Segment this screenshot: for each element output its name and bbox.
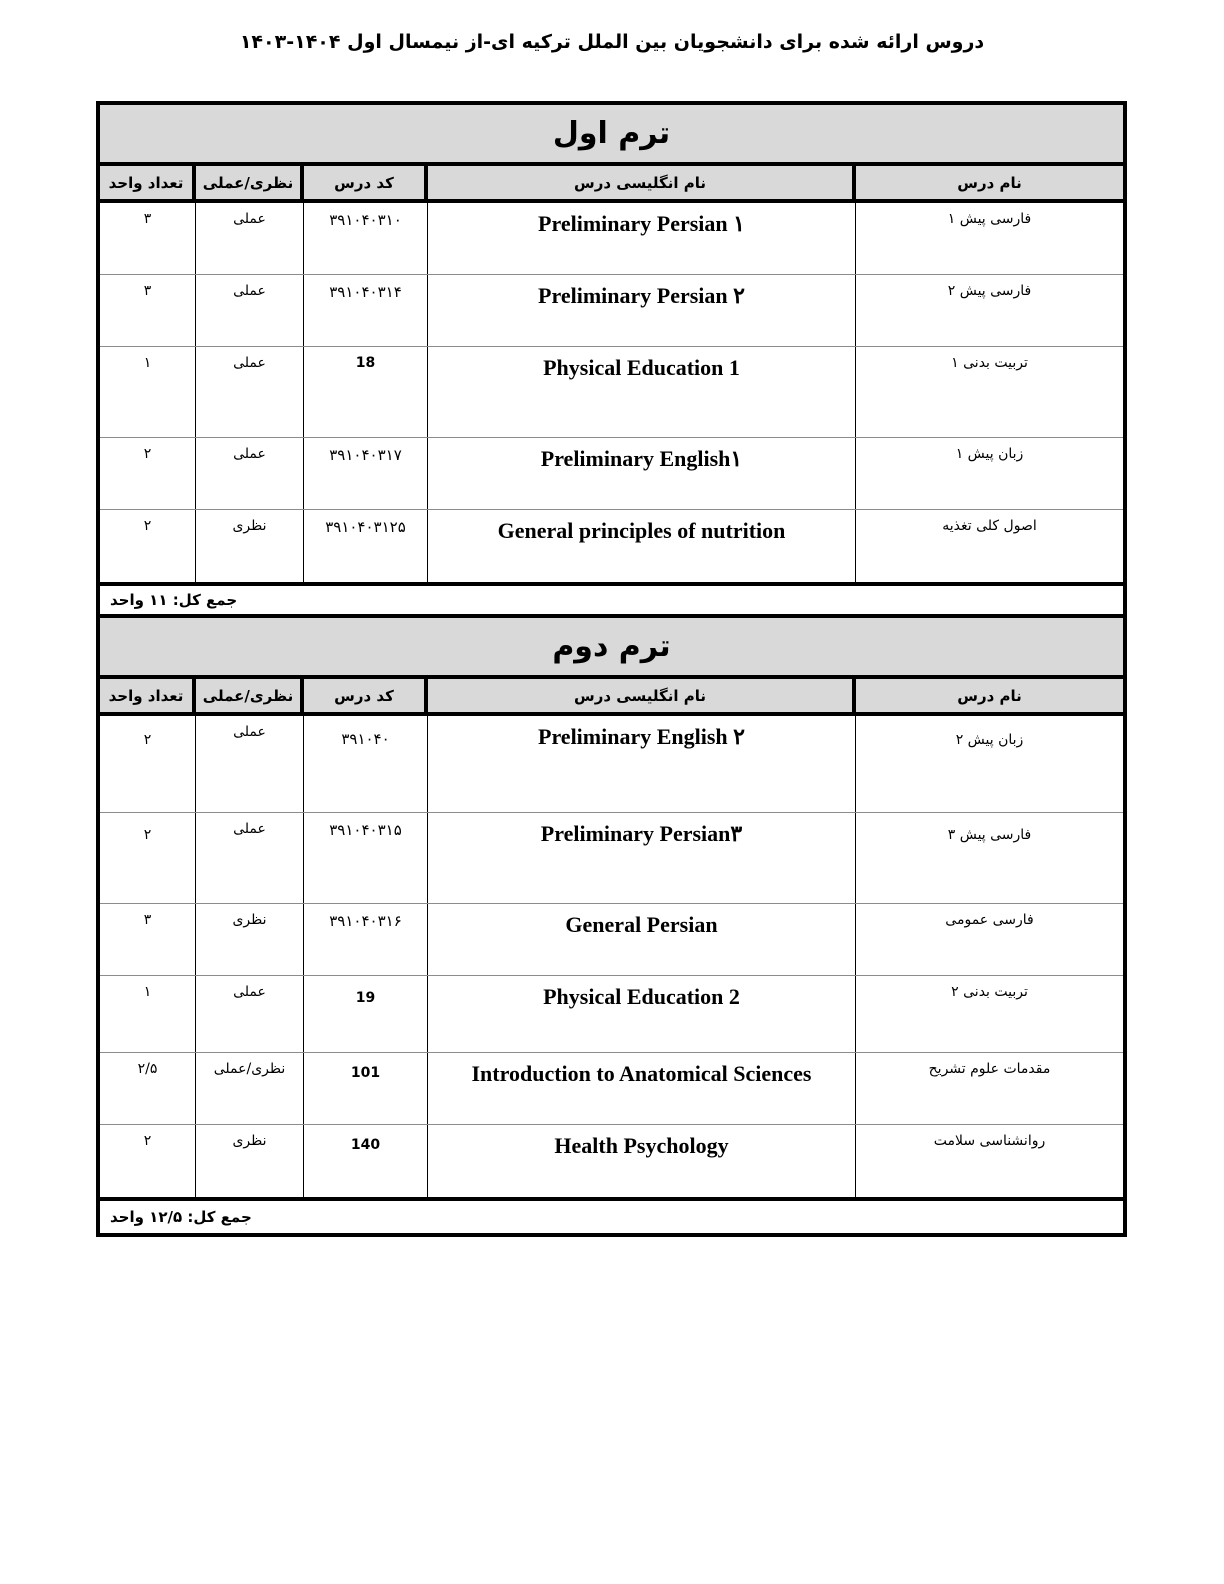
english-name-cell: Preliminary Persian ۱ (428, 203, 856, 274)
term-2-header-row (100, 679, 1123, 716)
code-cell: ۳۹۱۰۴۰۳۱۲۵ (304, 510, 428, 582)
type-cell: نظری (196, 1125, 304, 1197)
term-1-title: ترم اول (100, 105, 1123, 166)
term-1-total (100, 582, 1123, 618)
units-cell: ۱ (100, 976, 196, 1052)
table-row (100, 1125, 1123, 1197)
term-2-section (100, 618, 1123, 1233)
term-1-total-text: جمع کل: ۱۱ واحد (110, 591, 238, 609)
code-cell: ۳۹۱۰۴۰۳۱۵ (304, 813, 428, 903)
table-row (100, 347, 1123, 438)
term-1-header-row (100, 166, 1123, 203)
english-name-cell: Preliminary English ۲ (428, 716, 856, 812)
code-cell: 18 (304, 347, 428, 437)
persian-name-cell: اصول کلی تغذیه (942, 518, 1037, 534)
english-name-cell: Physical Education 2 (428, 976, 856, 1052)
header-persian-name: نام درس (957, 173, 1022, 192)
table-row (100, 203, 1123, 275)
header-code: کد درس (304, 679, 428, 712)
english-name-cell: Preliminary Persian ۲ (428, 275, 856, 346)
persian-name-cell: زبان پیش ۲ (955, 732, 1024, 748)
code-cell: ۳۹۱۰۴۰۳۱۷ (304, 438, 428, 509)
persian-name-cell: زبان پیش ۱ (955, 446, 1024, 462)
code-cell: 19 (304, 976, 428, 1052)
header-units: تعداد واحد (100, 166, 196, 199)
header-persian-name: نام درس (957, 686, 1022, 705)
code-cell: ۳۹۱۰۴۰۳۱۰ (304, 203, 428, 274)
english-name-cell: Physical Education 1 (428, 347, 856, 437)
english-name-cell: Health Psychology (428, 1125, 856, 1197)
term-2-total (100, 1197, 1123, 1233)
persian-name-cell: فارسی پیش ۱ (947, 211, 1032, 227)
table-row (100, 976, 1123, 1053)
units-cell: ۲ (100, 716, 196, 812)
header-type: نظری/عملی (196, 166, 304, 199)
type-cell: عملی (196, 716, 304, 812)
persian-name-cell: فارسی پیش ۳ (947, 827, 1032, 843)
type-cell: عملی (196, 347, 304, 437)
persian-name-cell: فارسی عمومی (945, 912, 1034, 928)
type-cell: عملی (196, 438, 304, 509)
table-row (100, 275, 1123, 347)
type-cell: عملی (196, 813, 304, 903)
persian-name-cell: مقدمات علوم تشریح (928, 1061, 1051, 1077)
header-english-name: نام انگلیسی درس (428, 679, 856, 712)
type-cell: نظری/عملی (196, 1053, 304, 1124)
table-row (100, 716, 1123, 813)
table-row (100, 1053, 1123, 1125)
type-cell: نظری (196, 904, 304, 975)
persian-name-cell: روانشناسی سلامت (933, 1133, 1046, 1149)
code-cell: 101 (304, 1053, 428, 1124)
units-cell: ۲ (100, 438, 196, 509)
units-cell: ۳ (100, 904, 196, 975)
code-cell: ۳۹۱۰۴۰۳۱۶ (304, 904, 428, 975)
english-name-cell: General Persian (428, 904, 856, 975)
course-table (96, 101, 1127, 1237)
header-english-name: نام انگلیسی درس (428, 166, 856, 199)
english-name-cell: Preliminary English۱ (428, 438, 856, 509)
units-cell: ۳ (100, 203, 196, 274)
units-cell: ۲ (100, 1125, 196, 1197)
type-cell: نظری (196, 510, 304, 582)
code-cell: ۳۹۱۰۴۰ (304, 716, 428, 812)
persian-name-cell: تربیت بدنی ۲ (951, 984, 1028, 1000)
code-cell: ۳۹۱۰۴۰۳۱۴ (304, 275, 428, 346)
term-2-total-text: جمع کل: ۱۲/۵ واحد (110, 1208, 252, 1226)
english-name-cell: Introduction to Anatomical Sciences (428, 1053, 856, 1124)
header-units: تعداد واحد (100, 679, 196, 712)
units-cell: ۱ (100, 347, 196, 437)
units-cell: ۲ (100, 813, 196, 903)
header-type: نظری/عملی (196, 679, 304, 712)
table-row (100, 904, 1123, 976)
persian-name-cell: تربیت بدنی ۱ (951, 355, 1028, 371)
units-cell: ۳ (100, 275, 196, 346)
term-1-section (100, 105, 1123, 618)
table-row (100, 813, 1123, 904)
english-name-cell: Preliminary Persian۳ (428, 813, 856, 903)
persian-name-cell: فارسی پیش ۲ (947, 283, 1032, 299)
table-row (100, 510, 1123, 582)
type-cell: عملی (196, 203, 304, 274)
units-cell: ۲/۵ (100, 1053, 196, 1124)
type-cell: عملی (196, 976, 304, 1052)
term-2-title: ترم دوم (100, 618, 1123, 679)
document-title: دروس ارائه شده برای دانشجویان بین الملل ترکیه ای-از نیمسال اول ۱۴۰۴-۱۴۰۳ (239, 31, 985, 53)
type-cell: عملی (196, 275, 304, 346)
english-name-cell: General principles of nutrition (428, 510, 856, 582)
code-cell: 140 (304, 1125, 428, 1197)
table-row (100, 438, 1123, 510)
header-code: کد درس (304, 166, 428, 199)
units-cell: ۲ (100, 510, 196, 582)
